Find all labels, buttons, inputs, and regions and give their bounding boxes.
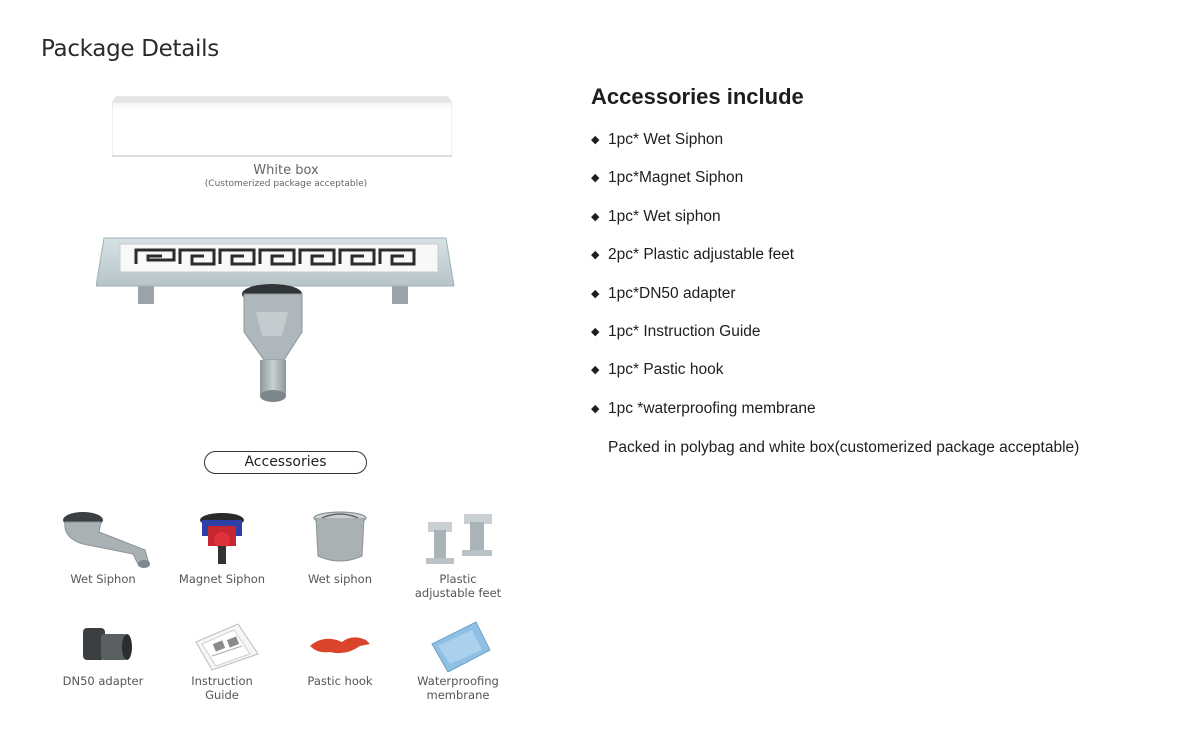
accessories-list [591, 131, 816, 438]
list-item: ◆ 1pc *waterproofing membrane [591, 399, 816, 417]
accessory-label: Wet siphon [307, 572, 373, 586]
diamond-bullet-icon: ◆ [591, 249, 600, 262]
accessory-instruction-guide [167, 620, 277, 702]
list-item: ◆ 1pc* Instruction Guide [591, 322, 761, 340]
diamond-bullet-icon: ◆ [591, 172, 600, 185]
white-box-caption [112, 163, 460, 189]
list-item: ◆ 2pc* Plastic adjustable feet [591, 246, 795, 264]
diamond-bullet-icon: ◆ [591, 134, 600, 146]
magnet-siphon-icon [172, 508, 272, 570]
accessory-label: DN50 adapter [62, 674, 144, 688]
accessory-dn50-adapter [48, 620, 158, 688]
list-item: ◆ 1pc* Wet Siphon [591, 131, 724, 148]
list-item: ◆ 1pc* Wet siphon [591, 207, 721, 225]
accessory-label: Wet Siphon [70, 572, 136, 586]
list-item: ◆ 1pc*Magnet Siphon [591, 169, 744, 187]
wet-siphon-icon [53, 508, 153, 570]
dn50-adapter-icon [53, 620, 153, 672]
accessory-label: Pastic hook [307, 674, 373, 688]
accessory-waterproofing-membrane [403, 620, 513, 702]
diamond-bullet-icon: ◆ [591, 287, 600, 300]
diamond-bullet-icon: ◆ [591, 402, 600, 415]
list-item: ◆ 1pc* Pastic hook [591, 361, 724, 379]
diamond-bullet-icon: ◆ [591, 210, 600, 223]
white-box-title: White box [253, 163, 319, 178]
adjustable-feet-icon [408, 508, 508, 570]
accessory-label: Waterproofing membrane [417, 674, 499, 702]
wet-siphon-cup-icon [290, 508, 390, 570]
list-item: ◆ 1pc*DN50 adapter [591, 284, 736, 302]
accessory-magnet-siphon [167, 508, 277, 586]
white-box-image [112, 96, 452, 158]
accessory-adjustable-feet [403, 508, 513, 600]
white-box-subtitle: (Customerized package acceptable) [204, 179, 368, 189]
instruction-guide-icon [172, 620, 272, 672]
diamond-bullet-icon: ◆ [591, 364, 600, 377]
accessory-plastic-hook [285, 620, 395, 688]
accessory-label: Magnet Siphon [178, 572, 266, 586]
accessory-label: Plastic adjustable feet [414, 572, 502, 600]
plastic-hook-icon [290, 620, 390, 672]
accessory-label: Instruction Guide [191, 674, 253, 702]
linear-drain-image [96, 232, 456, 410]
page-title: Package Details [41, 36, 219, 62]
accessory-wet-siphon [48, 508, 158, 586]
accessories-pill: Accessories [204, 451, 367, 474]
diamond-bullet-icon: ◆ [591, 325, 600, 338]
accessory-wet-siphon-cup [285, 508, 395, 586]
packing-note: Packed in polybag and white box(customerized package acceptable) [608, 439, 1080, 456]
membrane-icon [408, 620, 508, 672]
accessories-list-heading: Accessories include [591, 84, 804, 109]
